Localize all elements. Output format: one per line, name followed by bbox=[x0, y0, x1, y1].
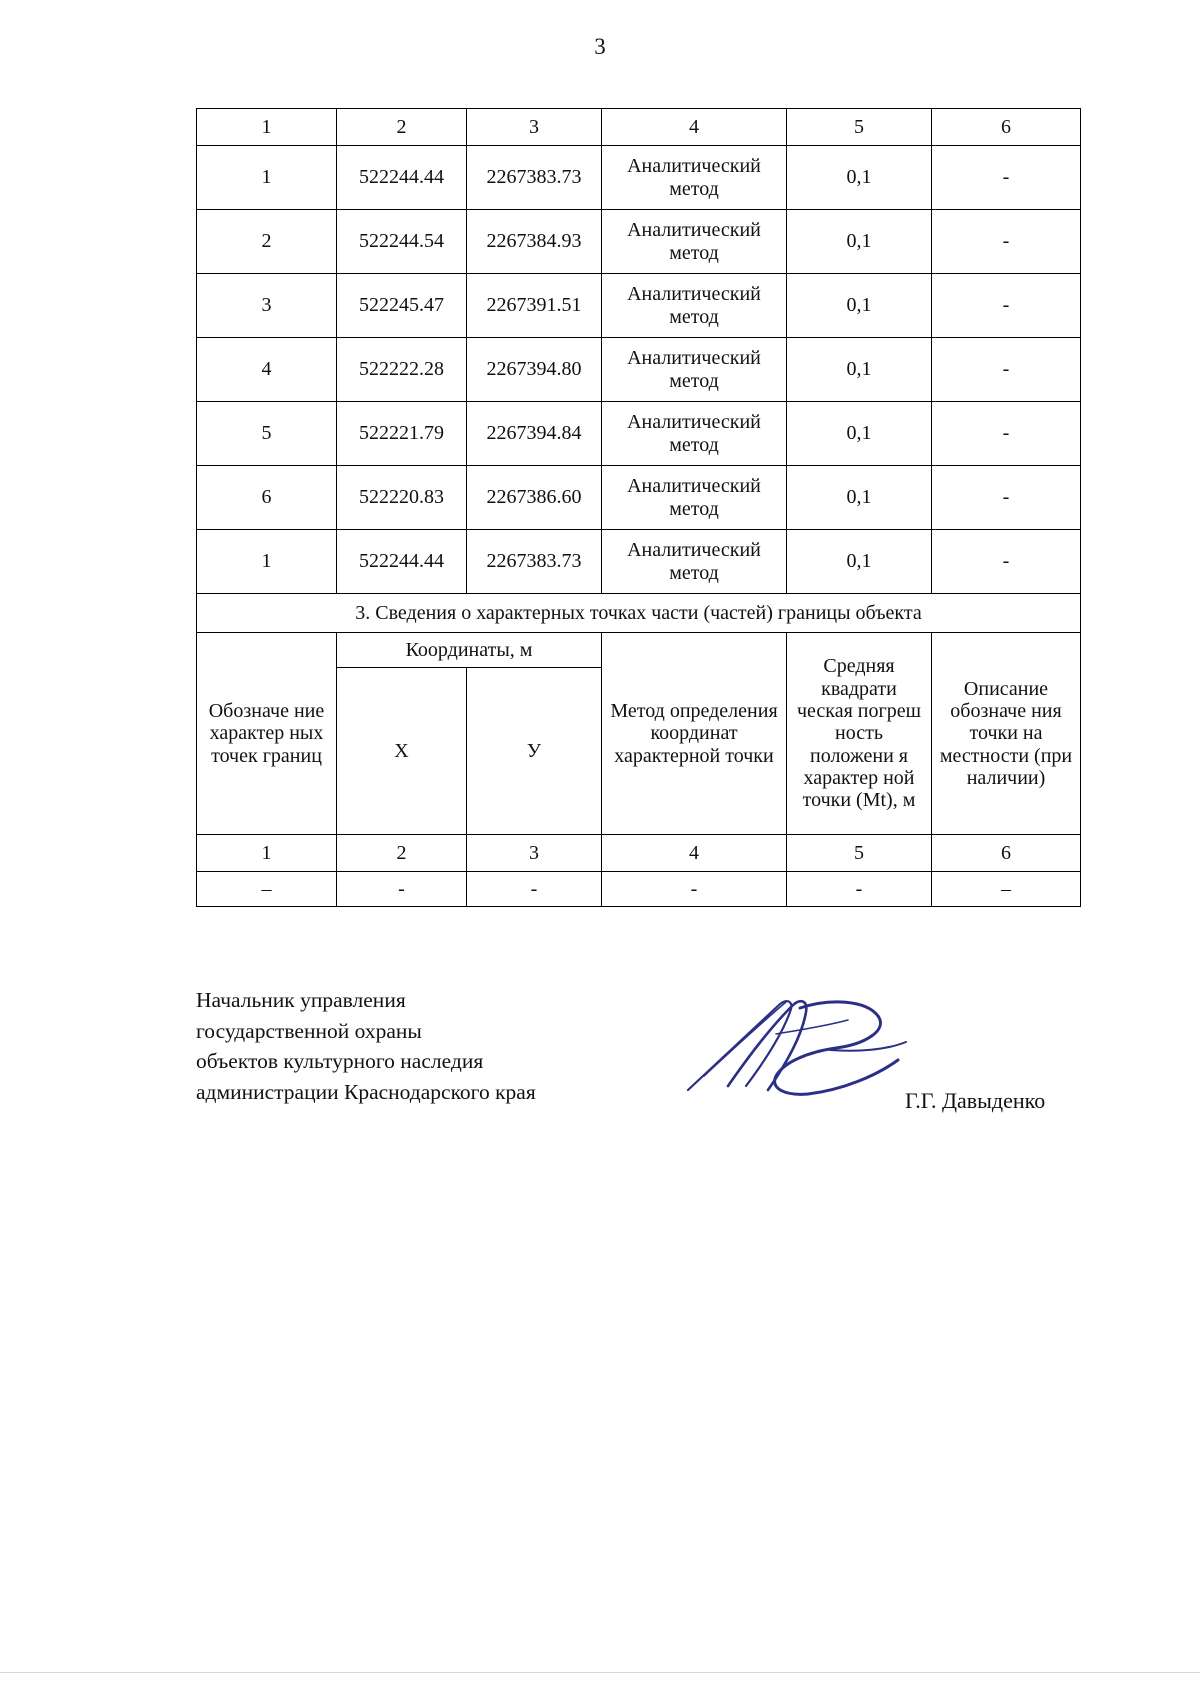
table-row bbox=[197, 466, 1081, 530]
coordinate-x: 522222.28 bbox=[337, 338, 467, 402]
table-row bbox=[197, 872, 1081, 907]
column-number: 5 bbox=[787, 835, 932, 872]
method: Аналитический метод bbox=[602, 530, 787, 594]
method: Аналитический метод bbox=[602, 466, 787, 530]
header-y: У bbox=[467, 668, 602, 835]
column-number: 1 bbox=[197, 835, 337, 872]
mean-square-error: 0,1 bbox=[787, 210, 932, 274]
coordinate-x: 522221.79 bbox=[337, 402, 467, 466]
position-line: администрации Краснодарского края bbox=[196, 1079, 536, 1104]
empty-cell: – bbox=[197, 872, 337, 907]
coordinate-x: 522244.44 bbox=[337, 146, 467, 210]
coordinate-y: 2267383.73 bbox=[467, 146, 602, 210]
empty-cell: - bbox=[787, 872, 932, 907]
mean-square-error: 0,1 bbox=[787, 466, 932, 530]
header-coordinates: Координаты, м bbox=[337, 633, 602, 668]
position-line: объектов культурного наследия bbox=[196, 1049, 484, 1074]
column-number: 4 bbox=[602, 835, 787, 872]
description: - bbox=[932, 210, 1081, 274]
point-number: 1 bbox=[197, 530, 337, 594]
header-description: Описание обозначе ния точки на местности (при наличии) bbox=[932, 633, 1081, 835]
column-number: 5 bbox=[787, 109, 932, 146]
table-row-header bbox=[197, 633, 1081, 668]
coordinate-y: 2267394.84 bbox=[467, 402, 602, 466]
method: Аналитический метод bbox=[602, 210, 787, 274]
table-row-column-numbers bbox=[197, 109, 1081, 146]
footer-divider bbox=[0, 1672, 1200, 1673]
empty-cell: - bbox=[467, 872, 602, 907]
table-row bbox=[197, 402, 1081, 466]
page-number: 3 bbox=[594, 34, 606, 59]
column-number: 2 bbox=[337, 109, 467, 146]
coordinates-table bbox=[196, 108, 1081, 907]
mean-square-error: 0,1 bbox=[787, 274, 932, 338]
method: Аналитический метод bbox=[602, 274, 787, 338]
method: Аналитический метод bbox=[602, 146, 787, 210]
point-number: 4 bbox=[197, 338, 337, 402]
point-number: 1 bbox=[197, 146, 337, 210]
column-number: 3 bbox=[467, 835, 602, 872]
column-number: 3 bbox=[467, 109, 602, 146]
description: - bbox=[932, 274, 1081, 338]
header-mean-square-error: Средняя квадрати ческая погреш ность положени я характер ной точки (Mt), м bbox=[787, 633, 932, 835]
header-point-designation: Обозначе ние характер ных точек границ bbox=[197, 633, 337, 835]
empty-cell: – bbox=[932, 872, 1081, 907]
mean-square-error: 0,1 bbox=[787, 146, 932, 210]
method: Аналитический метод bbox=[602, 338, 787, 402]
section-title-row bbox=[197, 594, 1081, 633]
table-row bbox=[197, 146, 1081, 210]
column-number: 2 bbox=[337, 835, 467, 872]
column-number: 1 bbox=[197, 109, 337, 146]
point-number: 3 bbox=[197, 274, 337, 338]
header-method: Метод определения координат характерной точки bbox=[602, 633, 787, 835]
mean-square-error: 0,1 bbox=[787, 530, 932, 594]
table-row bbox=[197, 274, 1081, 338]
empty-cell: - bbox=[337, 872, 467, 907]
point-number: 2 bbox=[197, 210, 337, 274]
column-number: 6 bbox=[932, 835, 1081, 872]
coordinate-y: 2267394.80 bbox=[467, 338, 602, 402]
description: - bbox=[932, 466, 1081, 530]
coordinate-x: 522244.54 bbox=[337, 210, 467, 274]
coordinate-y: 2267386.60 bbox=[467, 466, 602, 530]
position-line: государственной охраны bbox=[196, 1018, 422, 1043]
signatory-position bbox=[196, 985, 666, 1107]
empty-cell: - bbox=[602, 872, 787, 907]
coordinate-y: 2267383.73 bbox=[467, 530, 602, 594]
description: - bbox=[932, 146, 1081, 210]
table-row bbox=[197, 338, 1081, 402]
column-number: 6 bbox=[932, 109, 1081, 146]
mean-square-error: 0,1 bbox=[787, 338, 932, 402]
header-x: X bbox=[337, 668, 467, 835]
coordinate-y: 2267384.93 bbox=[467, 210, 602, 274]
table-row bbox=[197, 210, 1081, 274]
point-number: 6 bbox=[197, 466, 337, 530]
description: - bbox=[932, 530, 1081, 594]
coordinate-y: 2267391.51 bbox=[467, 274, 602, 338]
method: Аналитический метод bbox=[602, 402, 787, 466]
section-title: 3. Сведения о характерных точках части (частей) границы объекта bbox=[197, 594, 1081, 633]
tables-container bbox=[196, 108, 1080, 907]
signatory-name: Г.Г. Давыденко bbox=[905, 1088, 1046, 1113]
coordinate-x: 522244.44 bbox=[337, 530, 467, 594]
table-row-column-numbers bbox=[197, 835, 1081, 872]
point-number: 5 bbox=[197, 402, 337, 466]
coordinate-x: 522220.83 bbox=[337, 466, 467, 530]
column-number: 4 bbox=[602, 109, 787, 146]
description: - bbox=[932, 402, 1081, 466]
mean-square-error: 0,1 bbox=[787, 402, 932, 466]
position-line: Начальник управления bbox=[196, 988, 406, 1012]
handwritten-signature bbox=[680, 990, 930, 1105]
table-row bbox=[197, 530, 1081, 594]
description: - bbox=[932, 338, 1081, 402]
coordinate-x: 522245.47 bbox=[337, 274, 467, 338]
